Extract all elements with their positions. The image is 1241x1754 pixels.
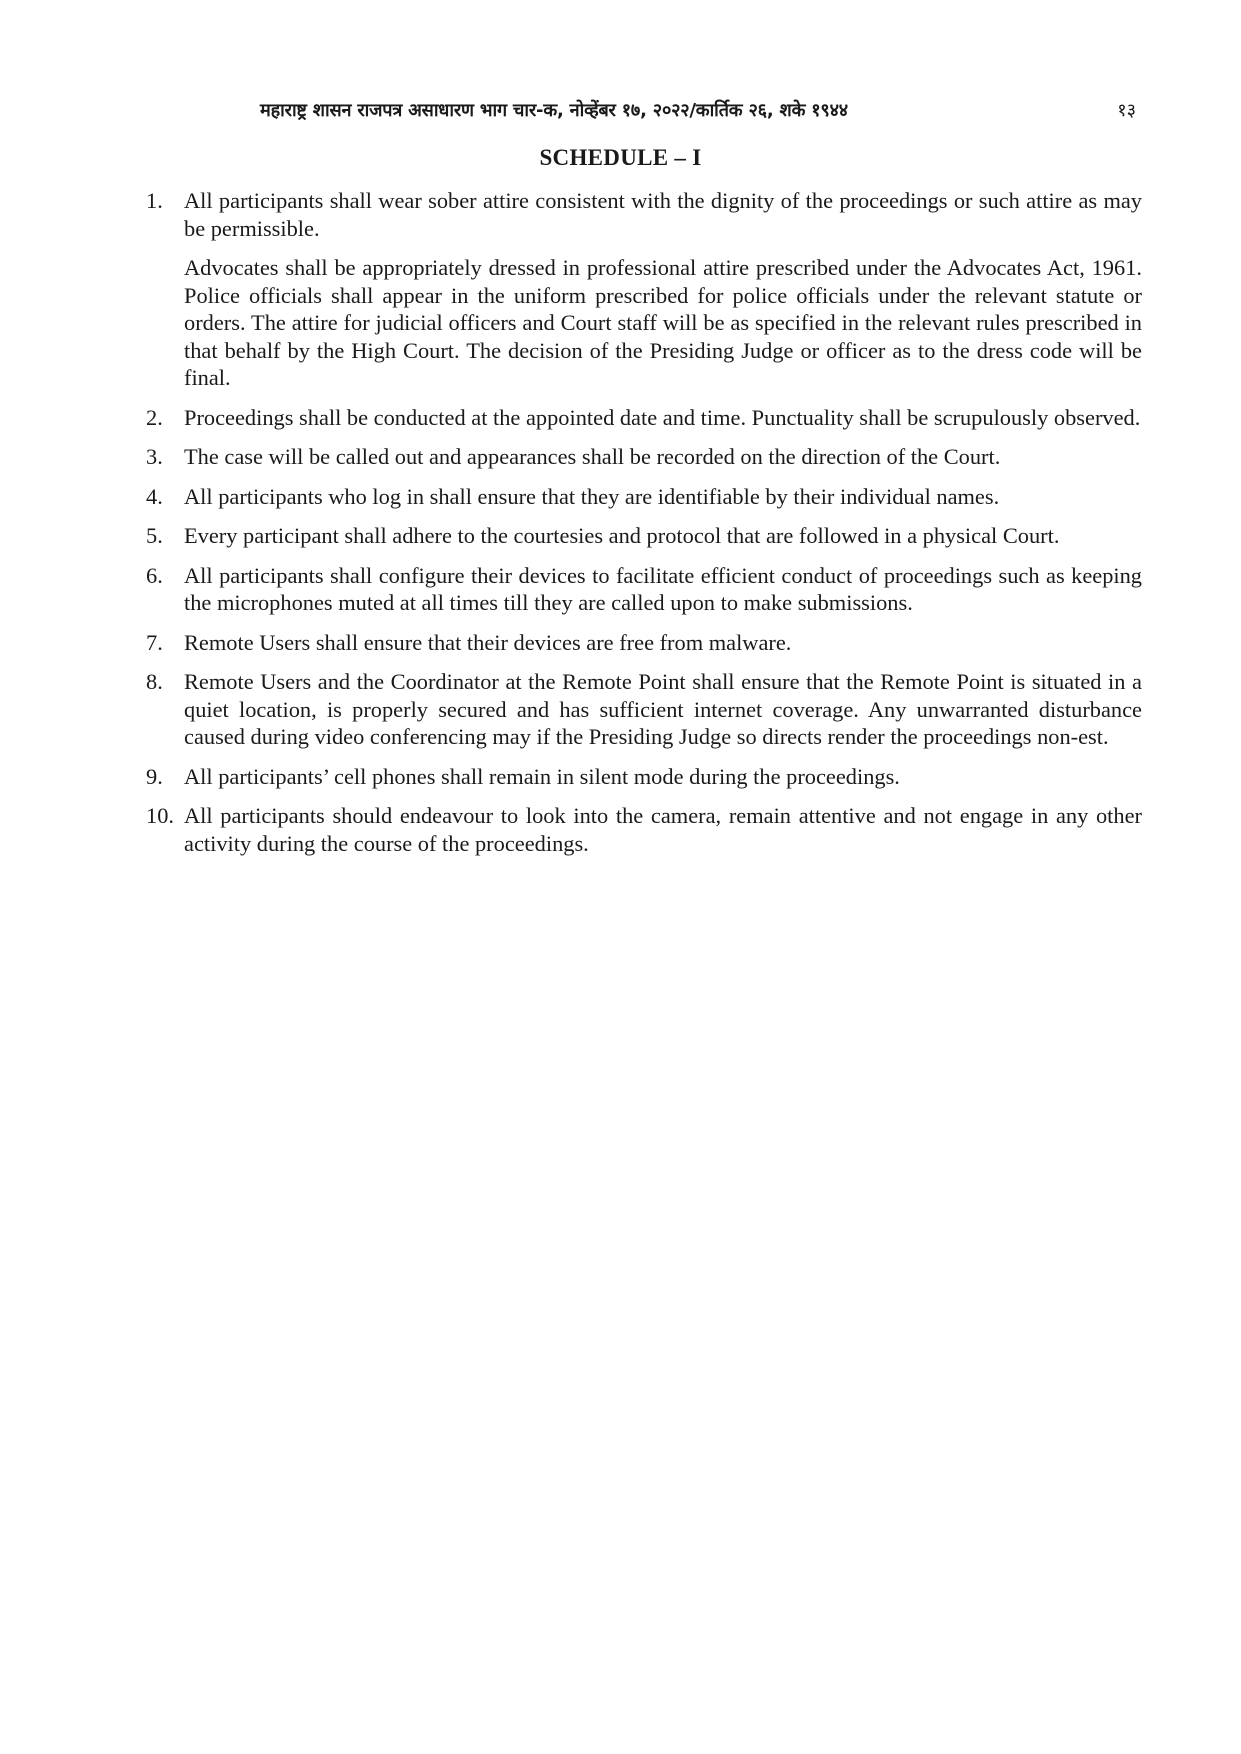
rule-item-6 bbox=[146, 562, 1142, 617]
rule-text: All participants who log in shall ensure that they are identifiable by their individual names. bbox=[184, 483, 1000, 509]
rule-text: Proceedings shall be conducted at the appointed date and time. Punctuality shall be scrupulously observed. bbox=[184, 404, 1141, 430]
rule-number: 9. bbox=[146, 763, 163, 789]
rule-subparagraph: Advocates shall be appropriately dressed in professional attire prescribed under the Advocates Act, 1961. Police officials shall appear in the uniform prescribed for police officials under the relevant statute or orders. The attire for judicial officers and Court staff will be as specified in the relevant rules prescribed in that behalf by the High Court. The decision of the Presiding Judge or officer as to the dress code will be final. bbox=[184, 255, 1142, 390]
rule-number: 3. bbox=[146, 444, 163, 469]
rule-item-8 bbox=[146, 668, 1142, 751]
rule-number: 7. bbox=[146, 629, 163, 655]
schedule-title: SCHEDULE – I bbox=[539, 145, 702, 170]
rule-text: All participants shall configure their devices to facilitate efficient conduct of proceedings such as keeping the microphones muted at all times till they are called upon to make submissions. bbox=[184, 562, 1142, 615]
schedule-rules-list bbox=[146, 187, 1142, 869]
rule-item-5 bbox=[146, 522, 1142, 550]
rule-number: 1. bbox=[146, 188, 163, 213]
running-header bbox=[150, 98, 1142, 128]
rule-item-3 bbox=[146, 443, 1142, 471]
rule-text: Remote Users and the Coordinator at the Remote Point shall ensure that the Remote Point is situated in a quiet location, is properly secured and has sufficient internet coverage. Any unwarranted disturbance caused during video conferencing may if the Presiding Judge so directs render the proceedings non-est. bbox=[184, 669, 1142, 749]
rule-text: Remote Users shall ensure that their devices are free from malware. bbox=[184, 629, 792, 655]
rule-item-4 bbox=[146, 483, 1142, 511]
rule-number: 8. bbox=[146, 669, 163, 694]
rule-text: All participants shall wear sober attire consistent with the dignity of the proceedings or such attire as may be permissible. bbox=[184, 188, 1142, 241]
gazette-running-title: महाराष्ट्र शासन राजपत्र असाधारण भाग चार-क, नोव्हेंबर १७, २०२२/कार्तिक २६, शके १९४४ bbox=[260, 100, 848, 121]
rule-text: The case will be called out and appearances shall be recorded on the direction of the Court. bbox=[184, 444, 1001, 469]
rule-number: 2. bbox=[146, 404, 163, 430]
page-number: १३ bbox=[1117, 100, 1136, 121]
rule-number: 10. bbox=[146, 803, 174, 828]
rule-number: 4. bbox=[146, 483, 163, 509]
rule-item-1 bbox=[146, 187, 1142, 392]
rule-number: 5. bbox=[146, 523, 163, 548]
rule-number: 6. bbox=[146, 562, 163, 588]
rule-item-10 bbox=[146, 802, 1142, 857]
rule-text: Every participant shall adhere to the courtesies and protocol that are followed in a physical Court. bbox=[184, 523, 1060, 548]
rule-item-7 bbox=[146, 629, 1142, 657]
rule-text: All participants should endeavour to look into the camera, remain attentive and not engage in any other activity during the course of the proceedings. bbox=[184, 803, 1142, 856]
rule-text: All participants’ cell phones shall remain in silent mode during the proceedings. bbox=[184, 763, 900, 789]
rule-item-2 bbox=[146, 404, 1142, 432]
rule-item-9 bbox=[146, 763, 1142, 791]
